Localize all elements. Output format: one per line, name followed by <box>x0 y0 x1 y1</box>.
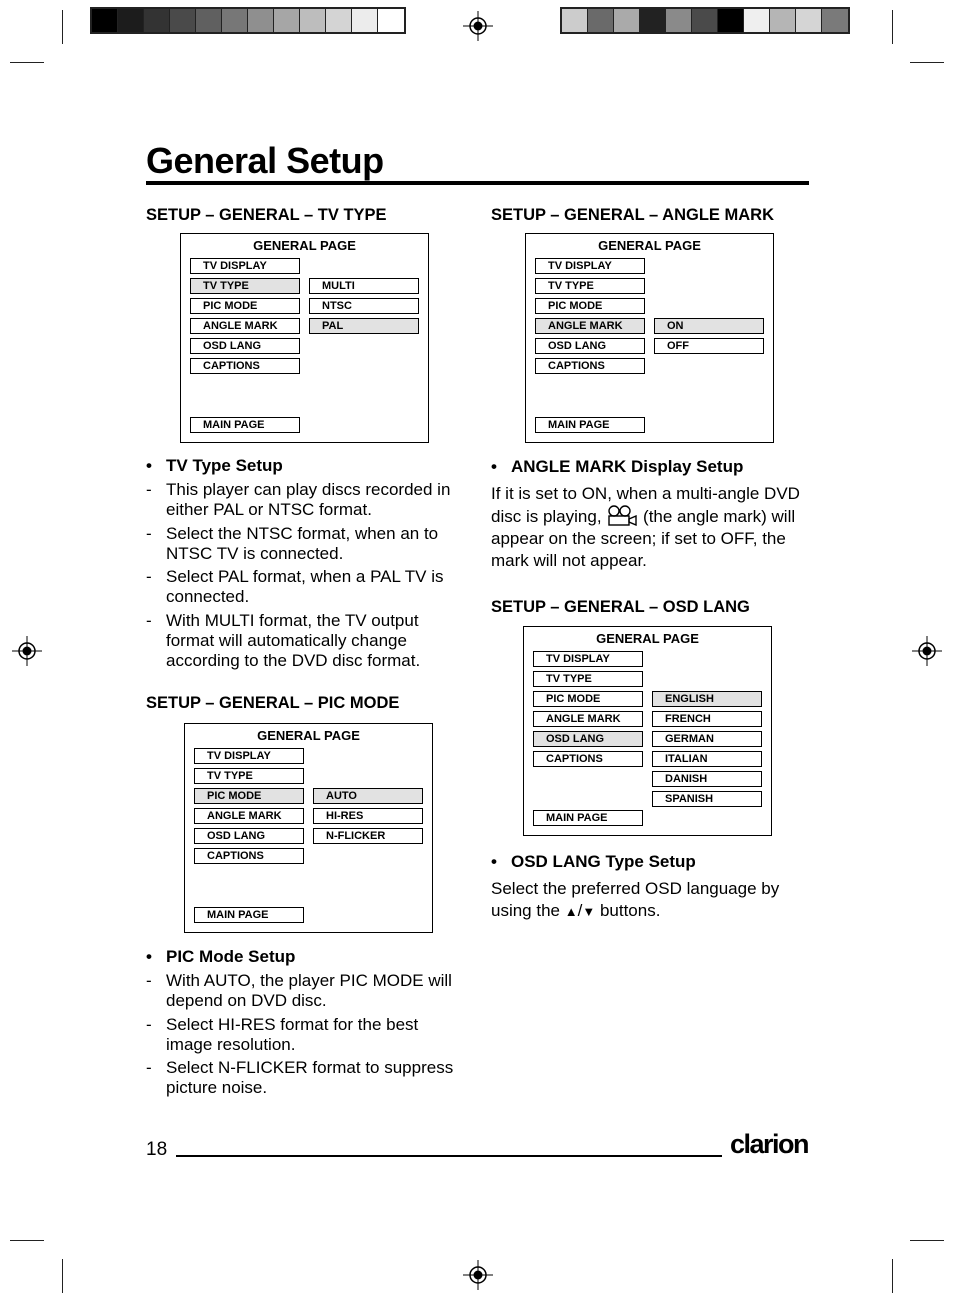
crop-mark <box>910 62 944 63</box>
description-text: Select the preferred OSD language by using the <box>491 879 780 920</box>
description-text: (the angle mark) will appear on the screen; if set to OFF, the mark will not appear. <box>491 507 796 570</box>
option-off: OFF <box>654 338 764 354</box>
bullet-heading-osd-lang <box>491 852 696 872</box>
bullet-label: TV Type Setup <box>166 456 283 475</box>
color-swatch <box>692 9 718 32</box>
pic-mode-notes <box>146 971 466 1102</box>
menu-item-osd-lang: OSD LANG <box>190 338 300 354</box>
bullet-label: ANGLE MARK Display Setup <box>511 457 744 476</box>
color-swatch <box>562 9 588 32</box>
option-danish: DANISH <box>652 771 762 787</box>
option-auto: AUTO <box>313 788 423 804</box>
panel-title: GENERAL PAGE <box>253 238 356 253</box>
menu-item-pic-mode: PIC MODE <box>194 788 304 804</box>
color-swatch <box>666 9 692 32</box>
description-text: If it is set to ON, when a multi-angle DVD disc is playing, <box>491 484 800 526</box>
list-item: - With MULTI format, the TV output format will automatically change according to the DVD disc format. <box>146 611 466 671</box>
menu-item-tv-display: TV DISPLAY <box>535 258 645 274</box>
option-english: ENGLISH <box>652 691 762 707</box>
list-item: - With AUTO, the player PIC MODE will depend on DVD disc. <box>146 971 466 1011</box>
menu-item-angle-mark: ANGLE MARK <box>190 318 300 334</box>
color-swatch <box>822 9 848 32</box>
color-swatch <box>222 9 248 32</box>
color-swatch <box>614 9 640 32</box>
brand-logo: clarion <box>730 1129 809 1159</box>
crop-mark <box>62 10 63 44</box>
color-swatch <box>640 9 666 32</box>
crop-mark <box>892 1259 893 1293</box>
crop-mark <box>10 1240 44 1241</box>
menu-item-main-page: MAIN PAGE <box>194 907 304 923</box>
menu-item-pic-mode: PIC MODE <box>190 298 300 314</box>
menu-item-osd-lang: OSD LANG <box>533 731 643 747</box>
panel-title: GENERAL PAGE <box>257 728 360 743</box>
color-swatch <box>770 9 796 32</box>
color-swatch <box>274 9 300 32</box>
bullet-dot: • <box>146 456 152 475</box>
color-swatch <box>170 9 196 32</box>
bullet-dot: • <box>491 457 497 476</box>
color-swatch <box>144 9 170 32</box>
footer-rule <box>176 1155 722 1157</box>
menu-item-angle-mark: ANGLE MARK <box>533 711 643 727</box>
option-pal: PAL <box>309 318 419 334</box>
menu-item-pic-mode: PIC MODE <box>535 298 645 314</box>
option-italian: ITALIAN <box>652 751 762 767</box>
registration-mark-icon <box>463 11 493 41</box>
menu-item-pic-mode: PIC MODE <box>533 691 643 707</box>
list-item: - Select PAL format, when a PAL TV is connected. <box>146 567 466 607</box>
page-number: 18 <box>146 1139 168 1160</box>
option-ntsc: NTSC <box>309 298 419 314</box>
slash-text: / <box>577 901 583 920</box>
menu-panel-tv-type <box>180 233 429 443</box>
color-swatch <box>300 9 326 32</box>
menu-item-osd-lang: OSD LANG <box>535 338 645 354</box>
menu-item-tv-display: TV DISPLAY <box>190 258 300 274</box>
color-swatch <box>92 9 118 32</box>
color-swatch-strip-right <box>560 7 850 34</box>
option-on: ON <box>654 318 764 334</box>
menu-panel-osd-lang <box>523 626 772 836</box>
crop-mark <box>62 1259 63 1293</box>
description-text: buttons. <box>599 901 661 920</box>
bullet-heading-tv-type <box>146 456 283 476</box>
menu-item-captions: CAPTIONS <box>190 358 300 374</box>
list-item: - Select the NTSC format, when an to NTSC TV is connected. <box>146 524 466 564</box>
registration-mark-icon <box>912 636 942 666</box>
menu-item-osd-lang: OSD LANG <box>194 828 304 844</box>
angle-mark-description <box>491 483 811 572</box>
registration-mark-icon <box>12 636 42 666</box>
bullet-dot: • <box>146 947 152 966</box>
menu-item-tv-display: TV DISPLAY <box>194 748 304 764</box>
color-swatch <box>796 9 822 32</box>
list-item: - Select N-FLICKER format to suppress picture noise. <box>146 1058 466 1098</box>
color-swatch <box>352 9 378 32</box>
menu-item-main-page: MAIN PAGE <box>535 417 645 433</box>
angle-camera-icon <box>606 505 638 527</box>
color-swatch <box>744 9 770 32</box>
list-item: - Select HI-RES format for the best image resolution. <box>146 1015 466 1055</box>
menu-item-tv-type: TV TYPE <box>535 278 645 294</box>
color-swatch <box>718 9 744 32</box>
menu-item-tv-type: TV TYPE <box>194 768 304 784</box>
menu-item-captions: CAPTIONS <box>535 358 645 374</box>
option-french: FRENCH <box>652 711 762 727</box>
color-swatch <box>118 9 144 32</box>
section-heading-angle-mark: SETUP – GENERAL – ANGLE MARK <box>491 206 774 224</box>
tv-type-notes <box>146 480 466 674</box>
bullet-label: PIC Mode Setup <box>166 947 296 966</box>
down-triangle-icon: ▼ <box>582 904 596 919</box>
color-swatch <box>196 9 222 32</box>
crop-mark <box>10 62 44 63</box>
bullet-heading-angle-mark <box>491 457 743 477</box>
osd-lang-description <box>491 878 811 923</box>
color-swatch <box>378 9 404 32</box>
section-heading-tv-type: SETUP – GENERAL – TV TYPE <box>146 206 387 224</box>
list-item: - This player can play discs recorded in either PAL or NTSC format. <box>146 480 466 520</box>
menu-item-main-page: MAIN PAGE <box>190 417 300 433</box>
crop-mark <box>892 10 893 44</box>
menu-item-captions: CAPTIONS <box>533 751 643 767</box>
title-rule <box>146 181 809 185</box>
color-swatch <box>326 9 352 32</box>
bullet-label: OSD LANG Type Setup <box>511 852 696 871</box>
bullet-dot: • <box>491 852 497 871</box>
option-n-flicker: N-FLICKER <box>313 828 423 844</box>
crop-mark <box>910 1240 944 1241</box>
option-german: GERMAN <box>652 731 762 747</box>
menu-panel-angle-mark <box>525 233 774 443</box>
color-swatch-strip-left <box>90 7 406 34</box>
color-swatch <box>248 9 274 32</box>
menu-item-angle-mark: ANGLE MARK <box>535 318 645 334</box>
registration-mark-icon <box>463 1260 493 1290</box>
menu-panel-pic-mode <box>184 723 433 933</box>
color-swatch <box>588 9 614 32</box>
menu-item-tv-type: TV TYPE <box>533 671 643 687</box>
panel-title: GENERAL PAGE <box>596 631 699 646</box>
section-heading-osd-lang: SETUP – GENERAL – OSD LANG <box>491 598 750 616</box>
page-title: General Setup <box>146 140 384 181</box>
option-multi: MULTI <box>309 278 419 294</box>
option-hi-res: HI-RES <box>313 808 423 824</box>
menu-item-angle-mark: ANGLE MARK <box>194 808 304 824</box>
menu-item-tv-display: TV DISPLAY <box>533 651 643 667</box>
menu-item-tv-type: TV TYPE <box>190 278 300 294</box>
option-spanish: SPANISH <box>652 791 762 807</box>
section-heading-pic-mode: SETUP – GENERAL – PIC MODE <box>146 694 400 712</box>
menu-item-main-page: MAIN PAGE <box>533 810 643 826</box>
menu-item-captions: CAPTIONS <box>194 848 304 864</box>
panel-title: GENERAL PAGE <box>598 238 701 253</box>
up-triangle-icon: ▲ <box>564 904 578 919</box>
bullet-heading-pic-mode <box>146 947 295 967</box>
